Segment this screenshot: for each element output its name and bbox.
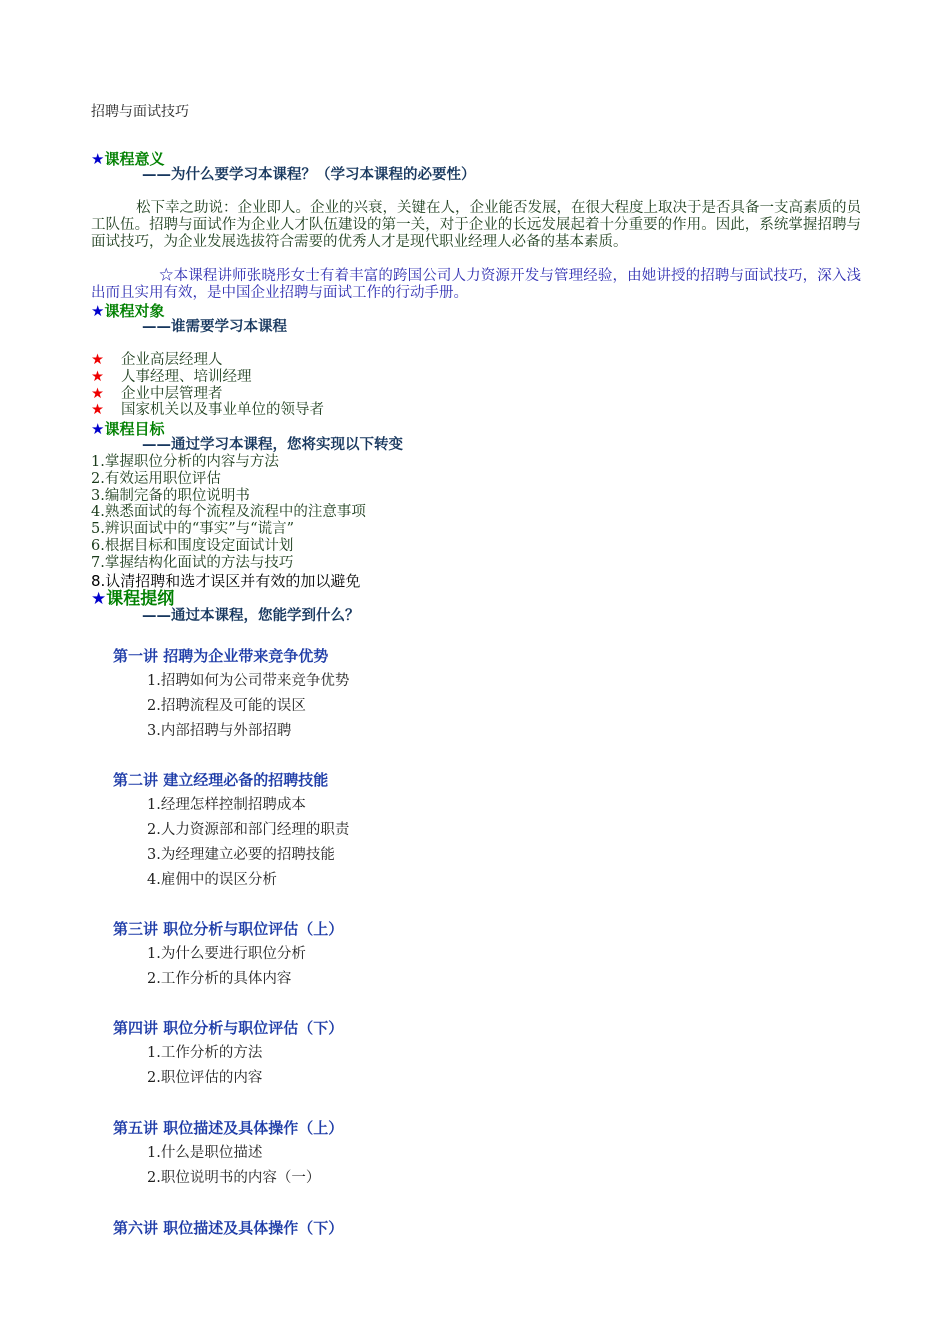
list-item: ★ 企业中层管理者	[91, 385, 223, 402]
lecture-3	[113, 919, 813, 992]
section-heading-outline: ★课程提纲	[91, 589, 175, 609]
goals-list	[91, 454, 366, 589]
list-item: 2.招聘流程及可能的误区	[147, 698, 306, 714]
lecture-title: 第六讲 职位描述及具体操作（下）	[113, 1219, 344, 1237]
section-subheading-significance: ——为什么要学习本课程？（学习本课程的必要性）	[142, 167, 476, 183]
lecture-title: 第三讲 职位分析与职位评估（上）	[113, 920, 344, 938]
red-star-icon: ★	[91, 385, 104, 402]
list-item: 3.编制完备的职位说明书	[91, 487, 250, 504]
lecture-1	[113, 646, 813, 744]
list-item: 6.根据目标和围度设定面试计划	[91, 537, 294, 554]
list-item: 1.什么是职位描述	[147, 1145, 263, 1161]
red-star-icon: ★	[91, 402, 104, 419]
list-item: 1.经理怎样控制招聘成本	[147, 797, 306, 813]
red-star-icon: ★	[91, 368, 104, 385]
section-subheading-audience: ——谁需要学习本课程	[142, 319, 287, 335]
list-item: 1.招聘如何为公司带来竞争优势	[147, 673, 350, 689]
list-item: 3.为经理建立必要的招聘技能	[147, 847, 335, 863]
lecture-title: 第五讲 职位描述及具体操作（上）	[113, 1119, 344, 1137]
section-heading-goals: ★课程目标	[91, 420, 165, 438]
section-heading-significance: ★课程意义	[91, 150, 165, 168]
list-item: ★ 人事经理、培训经理	[91, 368, 252, 385]
list-item: 2.职位评估的内容	[147, 1070, 263, 1086]
lecture-4	[113, 1018, 813, 1091]
lecture-6	[113, 1218, 813, 1238]
list-item: 1.为什么要进行职位分析	[147, 946, 306, 962]
significance-paragraph: 松下幸之助说：企业即人。企业的兴衰，关键在人，企业能否发展，在很大程度上取决于是否具备一支高素质的员工队伍。招聘与面试作为企业人才队伍建设的第一关，对于企业的长远发展起着十分重要的作用。因此，系统掌握招聘与面试技巧，为企业发展选拔符合需要的优秀人才是现代职业经理人必备的基本素质。	[91, 200, 861, 250]
section-subheading-goals: ——通过学习本课程，您将实现以下转变	[142, 437, 403, 453]
section-heading-audience: ★课程对象	[91, 302, 165, 320]
instructor-note: ☆本课程讲师张晓彤女士有着丰富的跨国公司人力资源开发与管理经验，由她讲授的招聘与面试技巧，深入浅出而且实用有效，是中国企业招聘与面试工作的行动手册。	[91, 268, 861, 301]
star-icon: ★	[91, 420, 105, 438]
list-item: 8.认清招聘和选才误区并有效的加以避免	[91, 571, 361, 590]
list-item: 1.掌握职位分析的内容与方法	[91, 454, 279, 470]
lecture-2	[113, 770, 813, 893]
red-star-icon: ★	[91, 352, 104, 368]
list-item: 5.辨识面试中的“事实”与“谎言”	[91, 521, 294, 538]
star-icon: ★	[91, 589, 107, 609]
list-item: 1.工作分析的方法	[147, 1045, 263, 1061]
list-item: 4.雇佣中的误区分析	[147, 872, 277, 888]
lecture-5	[113, 1118, 813, 1191]
audience-list	[91, 352, 324, 419]
list-item: 2.有效运用职位评估	[91, 470, 221, 487]
lecture-title: 第二讲 建立经理必备的招聘技能	[113, 771, 329, 789]
list-item: 4.熟悉面试的每个流程及流程中的注意事项	[91, 504, 366, 521]
section-subheading-outline: ——通过本课程，您能学到什么？	[142, 608, 360, 624]
list-item: 2.工作分析的具体内容	[147, 971, 292, 987]
lecture-title: 第一讲 招聘为企业带来竞争优势	[113, 647, 329, 665]
list-item: 7.掌握结构化面试的方法与技巧	[91, 554, 294, 571]
star-icon: ★	[91, 150, 105, 168]
document-title: 招聘与面试技巧	[91, 104, 189, 120]
list-item: 2.人力资源部和部门经理的职责	[147, 822, 350, 838]
list-item: ★ 国家机关以及事业单位的领导者	[91, 402, 324, 419]
list-item: ★ 企业高层经理人	[91, 352, 223, 368]
lecture-title: 第四讲 职位分析与职位评估（下）	[113, 1019, 344, 1037]
list-item: 2.职位说明书的内容（一）	[147, 1170, 321, 1186]
list-item: 3.内部招聘与外部招聘	[147, 723, 292, 739]
star-icon: ★	[91, 302, 105, 320]
